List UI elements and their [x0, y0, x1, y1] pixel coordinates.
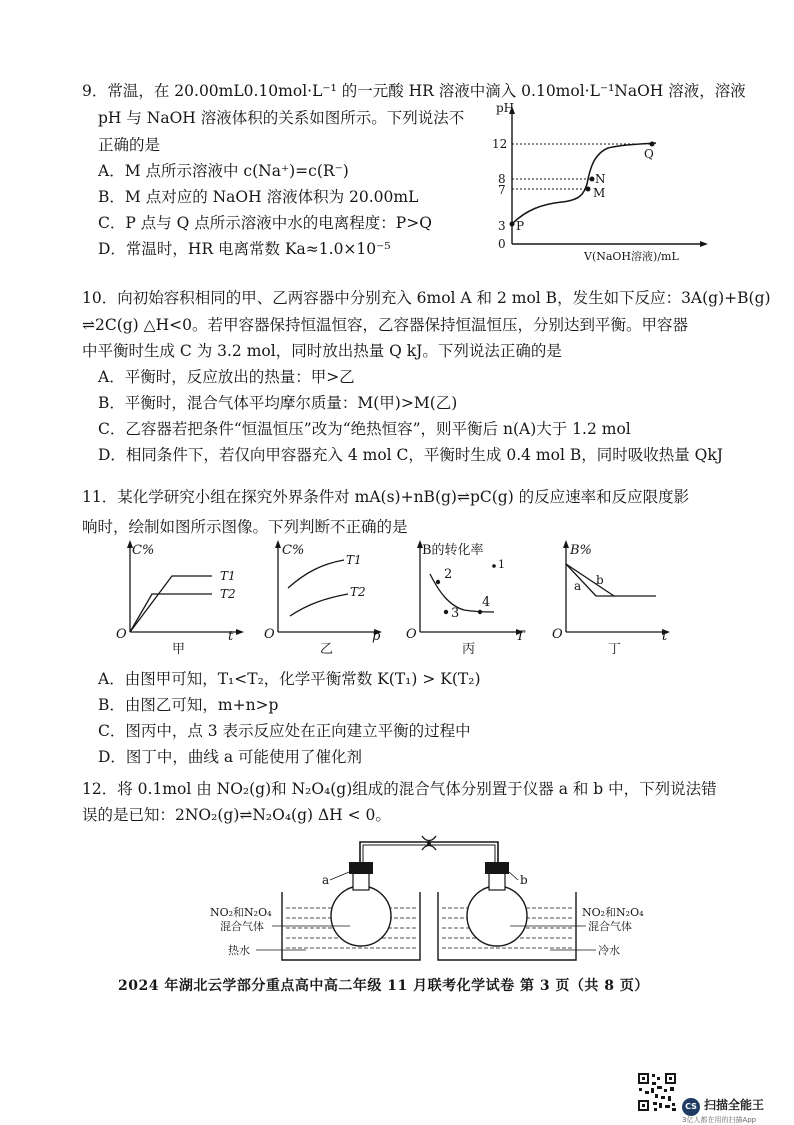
q10-stem-line2: ⇌2C(g) △H<0。若甲容器保持恒温恒容，乙容器保持恒温恒压，分别达到平衡。甲容器: [82, 316, 688, 334]
q11-stem-line2: 响时，绘制如图所示图像。下列判断不正确的是: [82, 518, 408, 536]
q12-left-water-label: 热水: [228, 944, 250, 957]
qr-code-icon: [637, 1072, 677, 1112]
q9-point-n: [590, 177, 595, 182]
q10-option-d: D．相同条件下，若仅向甲容器充入 4 mol C，平衡时生成 0.4 mol B，同时吸收热量 QkJ: [98, 446, 723, 464]
q12-label-a: a: [322, 873, 330, 887]
q11-jia-label-t1: T1: [220, 569, 236, 583]
q11-jia-curve-t1: [130, 576, 212, 632]
q11-ding-origin: O: [552, 627, 563, 642]
q11-bing-label-4: 4: [482, 595, 491, 610]
q11-ding-ylabel: B%: [570, 543, 592, 558]
q11-jia-caption: 甲: [172, 642, 186, 657]
q10-stem-line1: 10．向初始容积相同的甲、乙两容器中分别充入 6mol A 和 2 mol B，发生如下反应：3A(g)+B(g): [82, 289, 771, 307]
q9-option-c: C．P 点与 Q 点所示溶液中水的电离程度：P>Q: [98, 214, 432, 232]
q11-jia-label-t2: T2: [220, 587, 236, 601]
q12-stopper-a: [349, 862, 373, 874]
q9-tick-3: 3: [498, 219, 506, 233]
q11-ding-xlabel: t: [662, 629, 668, 644]
q12-label-b: b: [520, 873, 528, 887]
q9-titration-curve: [512, 143, 656, 224]
q11-yi-curve-t2: [290, 594, 348, 616]
scanner-app-tagline: 3亿人都在用的扫描App: [682, 1116, 757, 1124]
q11-graph-jia: [112, 536, 252, 662]
q11-bing-label-2: 2: [444, 567, 453, 582]
q11-yi-curve-t1: [288, 560, 344, 588]
q11-ding-caption: 丁: [608, 642, 622, 657]
q11-jia-origin: O: [116, 627, 127, 642]
q12-stem-line2: 误的是已知：2NO₂(g)⇌N₂O₄(g) ΔH < 0。: [82, 806, 391, 824]
q9-point-q: [650, 142, 655, 147]
q11-bing-point-2: [436, 580, 440, 584]
q9-y-label: pH: [496, 102, 515, 115]
q11-jia-curve-t2: [130, 594, 212, 632]
q11-stem-line1: 11．某化学研究小组在探究外界条件对 mA(s)+nB(g)⇌pC(g) 的反应速率和反应限度影: [82, 488, 690, 506]
q11-bing-point-1: [492, 564, 496, 568]
q12-left-gas-label1: NO₂和N₂O₄: [210, 906, 272, 919]
q10-option-c: C．乙容器若把条件“恒温恒压”改为“绝热恒容”，则平衡后 n(A)大于 1.2 mol: [98, 420, 631, 438]
q11-option-b: B．由图乙可知，m+n>p: [98, 696, 279, 714]
scanner-app-name: 扫描全能王: [704, 1098, 765, 1112]
q9-origin: 0: [498, 237, 506, 251]
q11-graph-ding: [550, 536, 680, 662]
q9-label-m: M: [593, 186, 606, 200]
q12-right-water-label: 冷水: [598, 944, 620, 957]
q12-right-gas-label1: NO₂和N₂O₄: [582, 906, 644, 919]
q11-yi-ylabel: C%: [282, 543, 305, 558]
q11-graph-bing: [404, 536, 534, 662]
q12-right-gas-label2: 混合气体: [588, 920, 632, 933]
q11-option-c: C．图丙中，点 3 表示反应处在正向建立平衡的过程中: [98, 722, 471, 740]
q11-bing-ylabel: B的转化率: [422, 543, 484, 558]
q11-bing-point-3: [444, 610, 448, 614]
q11-bing-label-3: 3: [451, 606, 460, 621]
q11-jia-ylabel: C%: [132, 543, 155, 558]
q9-stem-line1: 9．常温，在 20.00mL0.10mol·L⁻¹ 的一元酸 HR 溶液中滴入 0.10mol·L⁻¹NaOH 溶液，溶液: [82, 82, 746, 100]
q11-yi-xlabel: p: [372, 629, 381, 644]
q11-bing-xlabel: T: [516, 629, 525, 644]
q11-ding-label-b: b: [596, 573, 604, 587]
q10-option-a: A．平衡时，反应放出的热量：甲>乙: [98, 368, 355, 386]
q11-yi-origin: O: [264, 627, 275, 642]
page-footer: 2024 年湖北云学部分重点高中高二年级 11 月联考化学试卷 第 3 页（共 8 页）: [118, 978, 649, 994]
q11-jia-xlabel: t: [228, 629, 234, 644]
q11-ding-label-a: a: [574, 579, 582, 593]
q9-option-b: B．M 点对应的 NaOH 溶液体积为 20.00mL: [98, 188, 419, 206]
q12-connecting-tube-inner: [363, 845, 495, 866]
q11-option-d: D．图丁中，曲线 a 可能使用了催化剂: [98, 748, 363, 766]
q9-point-m: [586, 187, 591, 192]
q12-flask-b: [467, 886, 527, 946]
q11-yi-caption: 乙: [320, 642, 334, 657]
q12-stem-line1: 12．将 0.1mol 由 NO₂(g)和 N₂O₄(g)组成的混合气体分别置于仪器 a 和 b 中，下列说法错: [82, 780, 717, 798]
q12-flask-a: [331, 886, 391, 946]
q11-yi-label-t2: T2: [350, 585, 366, 599]
q9-x-arrow: [700, 241, 708, 247]
q11-yi-label-t1: T1: [346, 553, 362, 567]
q9-x-label: V(NaOH溶液)/mL: [584, 250, 679, 262]
q9-tick-8: 8: [498, 172, 506, 186]
q9-ph-graph: [484, 102, 724, 266]
q12-apparatus-diagram: [210, 832, 650, 972]
q9-label-p: P: [516, 219, 525, 233]
q9-tick-12: 12: [492, 137, 508, 151]
q11-bing-caption: 丙: [462, 642, 476, 657]
q9-option-d: D．常温时，HR 电离常数 Ka≈1.0×10⁻⁵: [98, 240, 391, 258]
q9-stem-line3: 正确的是: [98, 136, 161, 154]
q9-tick-7: 7: [498, 183, 506, 197]
q10-stem-line3: 中平衡时生成 C 为 3.2 mol，同时放出热量 Q kJ。下列说法正确的是: [82, 342, 562, 360]
q9-point-p: [510, 222, 515, 227]
scanner-logo-icon: CS: [682, 1098, 700, 1116]
q9-label-q: Q: [644, 147, 654, 161]
q9-option-a: A．M 点所示溶液中 c(Na⁺)=c(R⁻): [98, 162, 349, 180]
q9-stem-line2: pH 与 NaOH 溶液体积的关系如图所示。下列说法不: [98, 109, 465, 127]
q10-option-b: B．平衡时，混合气体平均摩尔质量：M(甲)>M(乙): [98, 394, 458, 412]
q11-bing-origin: O: [406, 627, 417, 642]
q9-label-n: N: [595, 172, 606, 186]
q11-graph-yi: [262, 536, 392, 662]
q12-left-gas-label2: 混合气体: [220, 920, 264, 933]
q11-bing-point-4: [478, 610, 482, 614]
q11-option-a: A．由图甲可知，T₁<T₂，化学平衡常数 K(T₁) > K(T₂): [98, 670, 481, 688]
q12-stopper-b: [485, 862, 509, 874]
q11-bing-label-1: 1: [498, 558, 505, 571]
